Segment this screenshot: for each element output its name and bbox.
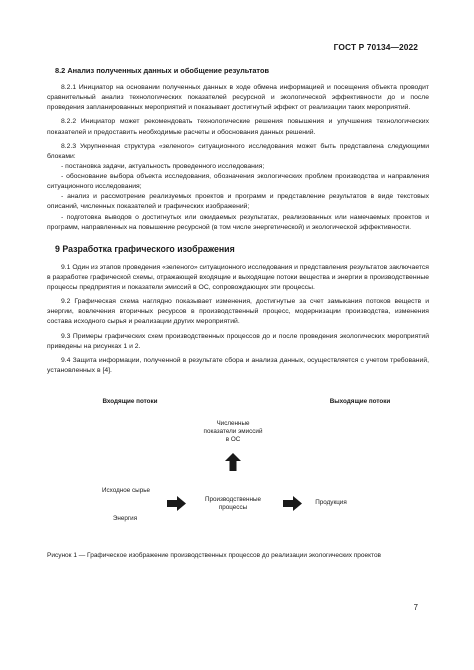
list-item: - подготовка выводов о достигнутых или ожидаемых результатах, реализованных или намечаемых проектов и программ, направленных на повышение ресурсной (в том числе энергетической) и экологической эффективности. <box>47 213 429 231</box>
paragraph-9-1: 9.1 Один из этапов проведения «зеленого» ситуационного исследования и представления результатов заключается в разработке графической схемы, отражающей входящие и выходящие потоки вещества и энергии в производственные процессы предприятия и показатели эмиссий в ОС, сопровождающих эти процессы. <box>47 263 429 291</box>
emissions-label-line1: Численные <box>216 420 250 427</box>
process-diagram <box>47 398 429 540</box>
right-arrow-icon <box>283 496 302 511</box>
incoming-flows-label: Входящие потоки <box>102 398 158 405</box>
up-arrow-icon <box>225 453 241 471</box>
emissions-label-line3: в ОС <box>225 436 241 444</box>
document-id: ГОСТ Р 70134—2022 <box>333 42 418 52</box>
paragraph-9-4: 9.4 Защита информации, полученной в результате сбора и анализа данных, осуществляется с учетом требований, установленных в [4]. <box>47 357 429 375</box>
emissions-label <box>177 420 289 445</box>
section-9-title: 9 Разработка графического изображения <box>55 243 235 254</box>
paragraph-8-2-1: 8.2.1 Инициатор на основании полученных данных в ходе обмена информацией и посещения объекта проводит сравнительный анализ технологических показателей ресурсной и экологической эффективности до и после проведения запланированных мероприятий и показывает достигнутый эффект от реализации таких мероприятий. <box>47 84 429 112</box>
paragraph-9-3: 9.3 Примеры графических схем производственных процессов до и после проведения экологических мероприятий приведены на рисунках 1 и 2. <box>47 332 429 350</box>
outgoing-flows-label: Выходящие потоки <box>329 398 391 405</box>
energy-label: Энергия <box>112 515 138 522</box>
page-content <box>47 66 429 380</box>
product-label: Продукция <box>315 499 347 506</box>
figure-caption: Рисунок 1 — Графическое изображение производственных процессов до реализации экологических проектов <box>47 552 382 559</box>
paragraph-9-2: 9.2 Графическая схема наглядно показывает изменения, достигнутые за счет замыкания потоков веществ и энергии, вовлечения вторичных ресурсов в производственный процесс, модернизации производства, изменения состава исходного сырья и реализации других мероприятий. <box>47 298 429 326</box>
production-process-label <box>187 496 279 512</box>
emissions-label-line2: показатели эмиссий <box>203 428 263 436</box>
list-item: - постановка задачи, актуальность проведенного исследования; <box>61 163 265 171</box>
list-item: - обоснование выбора объекта исследования, обозначения экологических проблем производства и направления ситуационного исследования; <box>47 173 429 191</box>
right-arrow-icon <box>167 496 186 511</box>
raw-material-label: Исходное сырье <box>102 487 150 494</box>
section-8-2-title: 8.2 Анализ полученных данных и обобщение результатов <box>55 66 270 75</box>
list-item: - анализ и рассмотрение реализуемых проектов и программ и представление результатов в виде текстовых описаний, численных показателей и графических изображений; <box>47 193 429 211</box>
paragraph-8-2-2: 8.2.2 Инициатор может рекомендовать технологические решения повышения и улучшения технологических показателей и предоставить необходимые расчеты и обоснования данных решений. <box>47 118 429 136</box>
paragraph-8-2-3: 8.2.3 Укрупненная структура «зеленого» ситуационного исследования может быть представлена следующими блоками: <box>47 142 429 160</box>
process-label-line2: процессы <box>218 504 248 512</box>
page-number: 7 <box>413 603 418 612</box>
process-label-line1: Производственные <box>204 496 262 503</box>
